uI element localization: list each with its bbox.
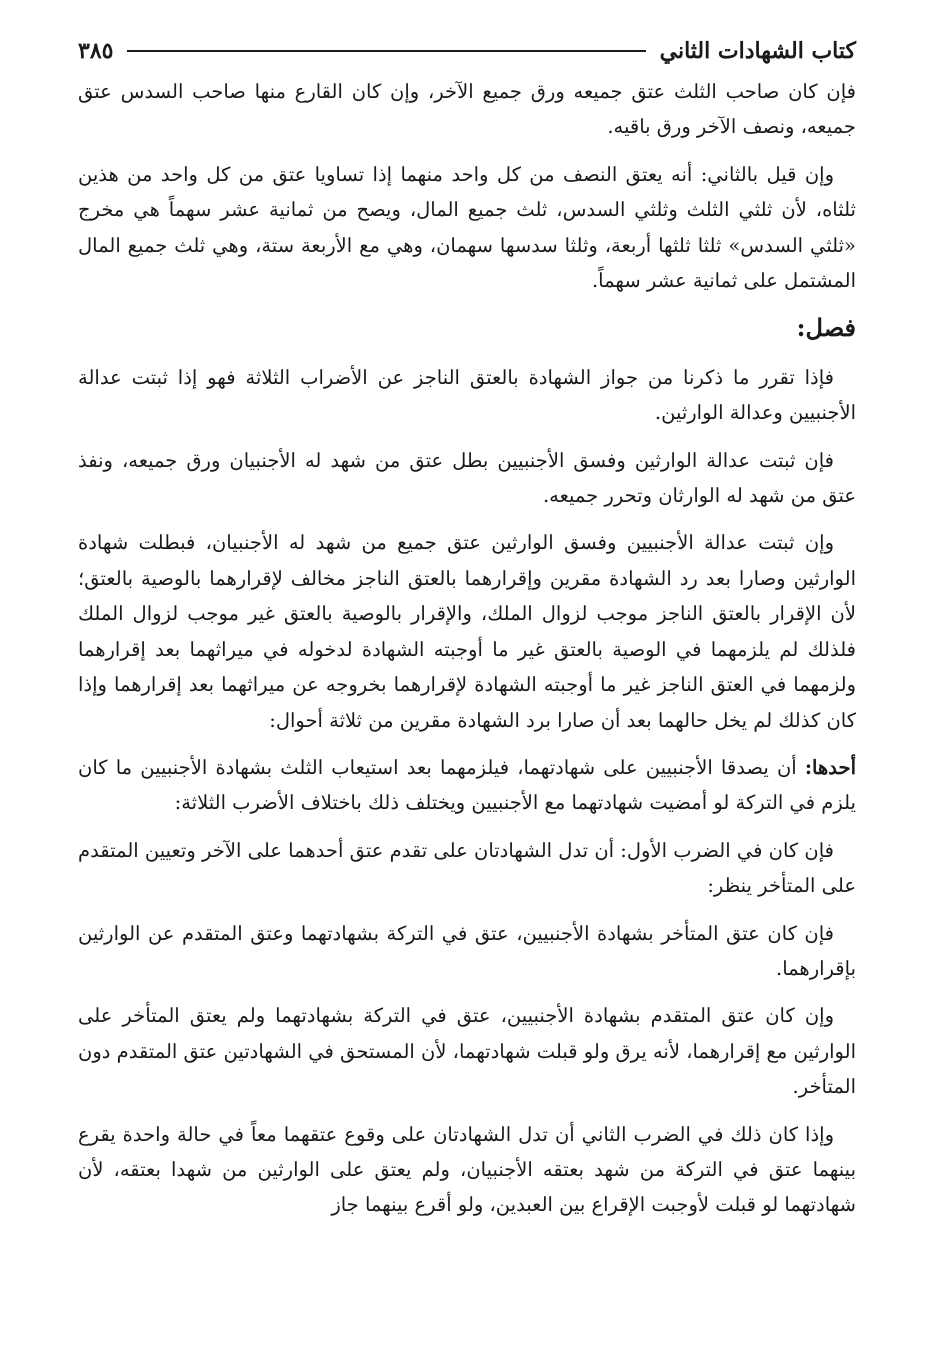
paragraph: وإن كان عتق المتقدم بشهادة الأجنبيين، عتق في التركة بشهادتهما ولم يعتق المتأخر على الوارثين مع إقرارهما، لأنه يرق ولو قبلت شهادتهما، لأن المستحق في الشهادتين عتق المتقدم دون المتأخر. bbox=[78, 1004, 856, 1099]
body-text bbox=[78, 74, 856, 1223]
paragraph: وإذا كان ذلك في الضرب الثاني أن تدل الشهادتان على وقوع عتقهما معاً في حالة واحدة يقرع بينهما عتق في التركة من شهد بعتقه الأجنبيان، ولم يعتق على الوارثين من شهدا بعتقه، لأن شهادتهما لو قبلت لأوجبت الإقراع بين العبدين، ولو أقرع بينهما جاز bbox=[78, 1122, 856, 1217]
book-title: كتاب الشهادات الثاني bbox=[659, 38, 856, 64]
lead-term: أحدها: bbox=[804, 755, 856, 779]
paragraph: فإذا تقرر ما ذكرنا من جواز الشهادة بالعتق الناجز عن الأضراب الثلاثة فهو إذا ثبتت عدالة الأجنبيين وعدالة الوارثين. bbox=[78, 365, 856, 425]
header-rule bbox=[127, 50, 645, 52]
paragraph: وإن ثبتت عدالة الأجنبيين وفسق الوارثين عتق جميع من شهد له الأجنبيان، فبطلت شهادة الوارثين وصارا بعد رد الشهادة مقرين وإقرارهما بالعتق الناجز مخالف لإقرارهما بالوصية بالعتق؛ لأن الإقرار بالعتق الناجز موجب لزوال الملك، والإقرار بالوصية بالعتق غير موجب لزوال الملك فلذلك لم يلزمهما في الوصية بالعتق غير ما أوجبته الشهادة لدخوله في ميراثهما بعد إقرارهما ولزمهما في العتق الناجز غير ما أوجبته الشهادة لإقرارهما بخروجه عن ميراثهما بعد إقرارهما وإذا كان كذلك لم يخل حالهما بعد أن صارا برد الشهادة مقرين من ثلاثة أحوال: bbox=[78, 531, 856, 732]
lead-paragraph-text: أن يصدقا الأجنبيين على شهادتهما، فيلزمهما بعد استيعاب الثلث بشهادة الأجنبيين ما كان يلزم في التركة لو أمضيت شهادتهما مع الأجنبيين ويختلف ذلك باختلاف الأضرب الثلاثة: bbox=[78, 755, 856, 815]
paragraph: فإن كان صاحب الثلث عتق جميعه ورق جميع الآخر، وإن كان القارع منها صاحب السدس عتق جميعه، ونصف الآخر ورق باقيه. bbox=[78, 80, 856, 139]
running-header bbox=[78, 28, 856, 74]
paragraph: فإن ثبتت عدالة الوارثين وفسق الأجنبيين بطل عتق من شهد له الأجنبيان ورق جميعه، ونفذ عتق من شهد له الوارثان وتحرر جميعه. bbox=[78, 448, 856, 508]
section-heading: فصل: bbox=[796, 313, 856, 343]
paragraph: وإن قيل بالثاني: أنه يعتق النصف من كل واحد منهما إذا تساويا عتق من كل واحد من هذين ثلثاه، لأن ثلثي الثلث وثلثي السدس، ثلث جميع المال، ويصح من ثمانية عشر سهماً هي مخرج «ثلثي السدس» ثلثا ثلثها أربعة، وثلثا سدسها سهمان، وهي مع الأربعة ستة، وهي ثلث جميع المال المشتمل على ثمانية عشر سهماً. bbox=[78, 162, 856, 293]
paragraph: فإن كان في الضرب الأول: أن تدل الشهادتان على تقدم عتق أحدهما على الآخر وتعيين المتقدم على المتأخر ينظر: bbox=[78, 838, 856, 898]
page-number: ٣٨٥ bbox=[78, 38, 114, 64]
lead-paragraph bbox=[78, 750, 856, 821]
paragraph: فإن كان عتق المتأخر بشهادة الأجنبيين، عتق في التركة بشهادتهما وعتق المتقدم عن الوارثين بإقرارهما. bbox=[78, 921, 856, 980]
